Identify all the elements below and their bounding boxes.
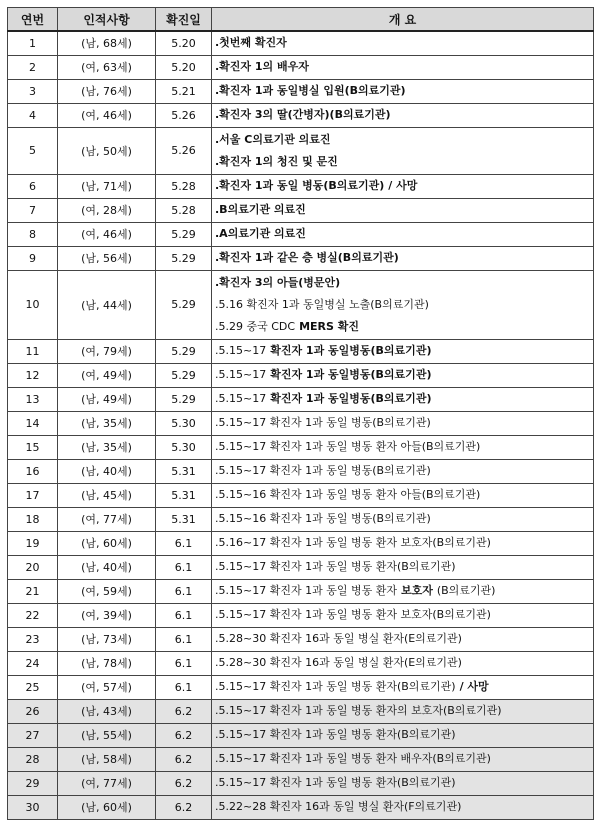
case-summary [212, 270, 594, 339]
summary-line [215, 796, 593, 818]
case-summary [212, 723, 594, 747]
table-row [8, 483, 594, 507]
case-date: 6.1 [156, 651, 212, 675]
case-date: 5.26 [156, 103, 212, 127]
summary-line [215, 652, 593, 674]
case-summary [212, 127, 594, 174]
table-row [8, 723, 594, 747]
summary-text-bold: 확진자 1과 동일병동(B의료기관) [270, 392, 432, 405]
summary-line [215, 175, 593, 197]
case-date: 6.2 [156, 795, 212, 819]
case-person: (여, 39세) [58, 603, 156, 627]
table-row [8, 555, 594, 579]
table-row [8, 507, 594, 531]
table-row [8, 127, 594, 174]
summary-line [215, 604, 593, 626]
case-summary [212, 246, 594, 270]
summary-line [215, 223, 593, 245]
case-number: 3 [8, 79, 58, 103]
summary-text: .5.22~28 확진자 16과 동일 병실 환자(F의료기관) [215, 800, 462, 813]
case-number: 5 [8, 127, 58, 174]
case-person: (남, 56세) [58, 246, 156, 270]
case-number: 7 [8, 198, 58, 222]
case-date: 6.1 [156, 627, 212, 651]
case-number: 13 [8, 387, 58, 411]
case-table-container [7, 7, 593, 820]
case-date: 6.2 [156, 699, 212, 723]
case-summary [212, 651, 594, 675]
case-person: (여, 59세) [58, 579, 156, 603]
case-person: (남, 60세) [58, 795, 156, 819]
summary-text: .5.15~17 확진자 1과 동일 병동 환자 아들(B의료기관) [215, 440, 481, 453]
case-number: 22 [8, 603, 58, 627]
table-row [8, 747, 594, 771]
case-person: (남, 78세) [58, 651, 156, 675]
header-no: 연번 [8, 8, 58, 32]
case-number: 20 [8, 555, 58, 579]
case-date: 6.2 [156, 771, 212, 795]
table-row [8, 339, 594, 363]
case-person: (여, 79세) [58, 339, 156, 363]
case-date: 5.29 [156, 363, 212, 387]
case-number: 9 [8, 246, 58, 270]
summary-text: .5.15~17 확진자 1과 동일 병동 환자(B의료기관) [215, 560, 456, 573]
case-summary [212, 103, 594, 127]
case-date: 5.20 [156, 31, 212, 55]
table-row [8, 79, 594, 103]
case-date: 6.2 [156, 723, 212, 747]
case-person: (여, 49세) [58, 363, 156, 387]
case-person: (남, 35세) [58, 435, 156, 459]
case-number: 18 [8, 507, 58, 531]
case-person: (남, 55세) [58, 723, 156, 747]
summary-line [215, 340, 593, 362]
summary-text-bold: .확진자 1과 동일병실 입원(B의료기관) [215, 84, 406, 97]
table-row [8, 363, 594, 387]
case-summary [212, 339, 594, 363]
table-row [8, 675, 594, 699]
table-row [8, 771, 594, 795]
summary-line [215, 364, 593, 386]
case-number: 1 [8, 31, 58, 55]
header-date: 확진일 [156, 8, 212, 32]
table-row [8, 651, 594, 675]
summary-line [215, 508, 593, 530]
table-row [8, 579, 594, 603]
summary-line [215, 700, 593, 722]
table-row [8, 198, 594, 222]
case-date: 5.20 [156, 55, 212, 79]
case-number: 8 [8, 222, 58, 246]
case-person: (남, 49세) [58, 387, 156, 411]
case-summary [212, 603, 594, 627]
table-row [8, 270, 594, 339]
case-summary [212, 627, 594, 651]
case-date: 5.29 [156, 246, 212, 270]
summary-text: .5.28~30 확진자 16과 동일 병실 환자(E의료기관) [215, 632, 462, 645]
case-date: 6.1 [156, 675, 212, 699]
table-row [8, 411, 594, 435]
case-number: 2 [8, 55, 58, 79]
summary-line [215, 151, 593, 173]
summary-text: .5.15~17 확진자 1과 동일 병동 환자(B의료기관) [215, 728, 456, 741]
table-row [8, 603, 594, 627]
summary-line [215, 32, 593, 54]
summary-text-bold: / 사망 [459, 680, 489, 693]
case-date: 5.29 [156, 387, 212, 411]
summary-line [215, 316, 593, 338]
header-person: 인적사항 [58, 8, 156, 32]
table-header-row [8, 8, 594, 32]
summary-line [215, 247, 593, 269]
case-person: (여, 57세) [58, 675, 156, 699]
summary-line [215, 388, 593, 410]
summary-line [215, 748, 593, 770]
case-number: 28 [8, 747, 58, 771]
summary-line [215, 556, 593, 578]
summary-text: .5.15~17 확진자 1과 동일 병동 환자의 보호자(B의료기관) [215, 704, 502, 717]
case-summary [212, 579, 594, 603]
case-number: 29 [8, 771, 58, 795]
summary-text: .5.29 중국 CDC [215, 319, 296, 333]
case-number: 25 [8, 675, 58, 699]
summary-text-bold: .확진자 3의 딸(간병자)(B의료기관) [215, 108, 391, 121]
case-person: (여, 46세) [58, 103, 156, 127]
summary-line [215, 129, 593, 151]
case-number: 14 [8, 411, 58, 435]
summary-line [215, 104, 593, 126]
case-person: (남, 35세) [58, 411, 156, 435]
case-date: 5.30 [156, 411, 212, 435]
case-date: 5.31 [156, 507, 212, 531]
table-row [8, 246, 594, 270]
summary-text-bold: MERS 확진 [299, 319, 360, 333]
summary-line [215, 724, 593, 746]
case-summary [212, 555, 594, 579]
case-summary [212, 675, 594, 699]
case-summary [212, 699, 594, 723]
case-date: 5.21 [156, 79, 212, 103]
case-number: 4 [8, 103, 58, 127]
case-date: 5.30 [156, 435, 212, 459]
table-row [8, 103, 594, 127]
case-date: 6.2 [156, 747, 212, 771]
case-person: (남, 60세) [58, 531, 156, 555]
summary-line [215, 56, 593, 78]
summary-text: .5.15~17 확진자 1과 동일 병동 환자 [215, 584, 397, 597]
summary-line [215, 272, 593, 294]
summary-text-bold: / 사망 [388, 179, 418, 192]
summary-line [215, 412, 593, 434]
case-person: (남, 43세) [58, 699, 156, 723]
case-person: (여, 46세) [58, 222, 156, 246]
case-date: 5.29 [156, 339, 212, 363]
case-number: 23 [8, 627, 58, 651]
case-number: 24 [8, 651, 58, 675]
case-number: 10 [8, 270, 58, 339]
summary-line [215, 772, 593, 794]
summary-text: .5.15~16 확진자 1과 동일 병동 환자 아들(B의료기관) [215, 488, 481, 501]
case-number: 27 [8, 723, 58, 747]
summary-text: .5.15~17 [215, 368, 267, 381]
summary-line [215, 676, 593, 698]
summary-line [215, 628, 593, 650]
summary-text: .5.15~17 확진자 1과 동일 병동(B의료기관) [215, 464, 431, 477]
summary-text: (B의료기관) [436, 584, 496, 597]
case-summary [212, 795, 594, 819]
case-date: 5.26 [156, 127, 212, 174]
summary-line [215, 294, 593, 316]
summary-line [215, 199, 593, 221]
summary-text-bold: 보호자 [400, 584, 433, 597]
table-row [8, 435, 594, 459]
case-number: 19 [8, 531, 58, 555]
case-date: 5.29 [156, 270, 212, 339]
table-row [8, 795, 594, 819]
case-person: (남, 68세) [58, 31, 156, 55]
case-number: 12 [8, 363, 58, 387]
case-number: 6 [8, 174, 58, 198]
case-date: 6.1 [156, 531, 212, 555]
case-summary [212, 747, 594, 771]
summary-text-bold: .확진자 3의 아들(병문안) [215, 275, 341, 289]
case-summary [212, 387, 594, 411]
case-person: (여, 77세) [58, 507, 156, 531]
summary-text-bold: .확진자 1과 동일 병동(B의료기관) [215, 179, 385, 192]
summary-line [215, 580, 593, 602]
summary-text-bold: .확진자 1의 배우자 [215, 60, 309, 73]
case-summary [212, 531, 594, 555]
summary-text: .5.15~17 [215, 392, 267, 405]
case-date: 6.1 [156, 579, 212, 603]
case-summary [212, 79, 594, 103]
summary-line [215, 460, 593, 482]
summary-text-bold: .A의료기관 의료진 [215, 227, 306, 240]
table-row [8, 31, 594, 55]
summary-text-bold: .확진자 1의 청진 및 문진 [215, 154, 338, 168]
case-date: 5.31 [156, 459, 212, 483]
case-date: 5.31 [156, 483, 212, 507]
case-summary [212, 507, 594, 531]
summary-text-bold: .확진자 1과 같은 층 병실(B의료기관) [215, 251, 399, 264]
case-person: (남, 40세) [58, 459, 156, 483]
summary-text: .5.16 확진자 1과 동일병실 노출(B의료기관) [215, 297, 429, 311]
summary-text-bold: .첫번째 확진자 [215, 36, 287, 50]
case-person: (여, 77세) [58, 771, 156, 795]
summary-line [215, 484, 593, 506]
case-summary [212, 363, 594, 387]
case-person: (남, 45세) [58, 483, 156, 507]
summary-line [215, 532, 593, 554]
case-date: 6.1 [156, 603, 212, 627]
summary-text: .5.15~17 확진자 1과 동일 병동 환자(B의료기관) [215, 776, 456, 789]
table-row [8, 174, 594, 198]
table-row [8, 55, 594, 79]
case-summary [212, 31, 594, 55]
case-summary [212, 459, 594, 483]
case-person: (남, 40세) [58, 555, 156, 579]
case-person: (남, 50세) [58, 127, 156, 174]
table-row [8, 222, 594, 246]
case-summary [212, 483, 594, 507]
case-summary [212, 198, 594, 222]
case-number: 26 [8, 699, 58, 723]
table-row [8, 699, 594, 723]
header-summary: 개 요 [212, 8, 594, 32]
summary-line [215, 80, 593, 102]
summary-text: .5.15~17 확진자 1과 동일 병동(B의료기관) [215, 416, 431, 429]
case-person: (남, 76세) [58, 79, 156, 103]
table-row [8, 531, 594, 555]
case-date: 6.1 [156, 555, 212, 579]
table-row [8, 459, 594, 483]
case-number: 16 [8, 459, 58, 483]
summary-text-bold: .B의료기관 의료진 [215, 203, 306, 216]
case-person: (여, 28세) [58, 198, 156, 222]
case-summary [212, 55, 594, 79]
case-person: (남, 44세) [58, 270, 156, 339]
summary-text-bold: 확진자 1과 동일병동(B의료기관) [270, 368, 432, 381]
table-row [8, 387, 594, 411]
case-date: 5.29 [156, 222, 212, 246]
case-number: 21 [8, 579, 58, 603]
summary-text-bold: .서울 C의료기관 의료진 [215, 132, 331, 146]
case-date: 5.28 [156, 174, 212, 198]
case-number: 17 [8, 483, 58, 507]
table-row [8, 627, 594, 651]
case-summary [212, 435, 594, 459]
summary-line [215, 436, 593, 458]
summary-text: .5.15~16 확진자 1과 동일 병동(B의료기관) [215, 512, 431, 525]
case-summary [212, 222, 594, 246]
case-person: (남, 58세) [58, 747, 156, 771]
case-person: (남, 71세) [58, 174, 156, 198]
case-date: 5.28 [156, 198, 212, 222]
case-person: (여, 63세) [58, 55, 156, 79]
summary-text: .5.15~17 확진자 1과 동일 병동 환자 배우자(B의료기관) [215, 752, 491, 765]
summary-text: .5.15~17 확진자 1과 동일 병동 환자(B의료기관) [215, 680, 456, 693]
case-number: 11 [8, 339, 58, 363]
case-summary [212, 411, 594, 435]
case-number: 30 [8, 795, 58, 819]
case-summary [212, 771, 594, 795]
summary-text: .5.28~30 확진자 16과 동일 병실 환자(E의료기관) [215, 656, 462, 669]
summary-text-bold: 확진자 1과 동일병동(B의료기관) [270, 344, 432, 357]
table-body [8, 31, 594, 819]
case-number: 15 [8, 435, 58, 459]
summary-text: .5.15~17 [215, 344, 267, 357]
case-summary [212, 174, 594, 198]
summary-text: .5.16~17 확진자 1과 동일 병동 환자 보호자(B의료기관) [215, 536, 491, 549]
summary-text: .5.15~17 확진자 1과 동일 병동 환자 보호자(B의료기관) [215, 608, 491, 621]
case-person: (남, 73세) [58, 627, 156, 651]
mers-case-table [7, 7, 594, 820]
